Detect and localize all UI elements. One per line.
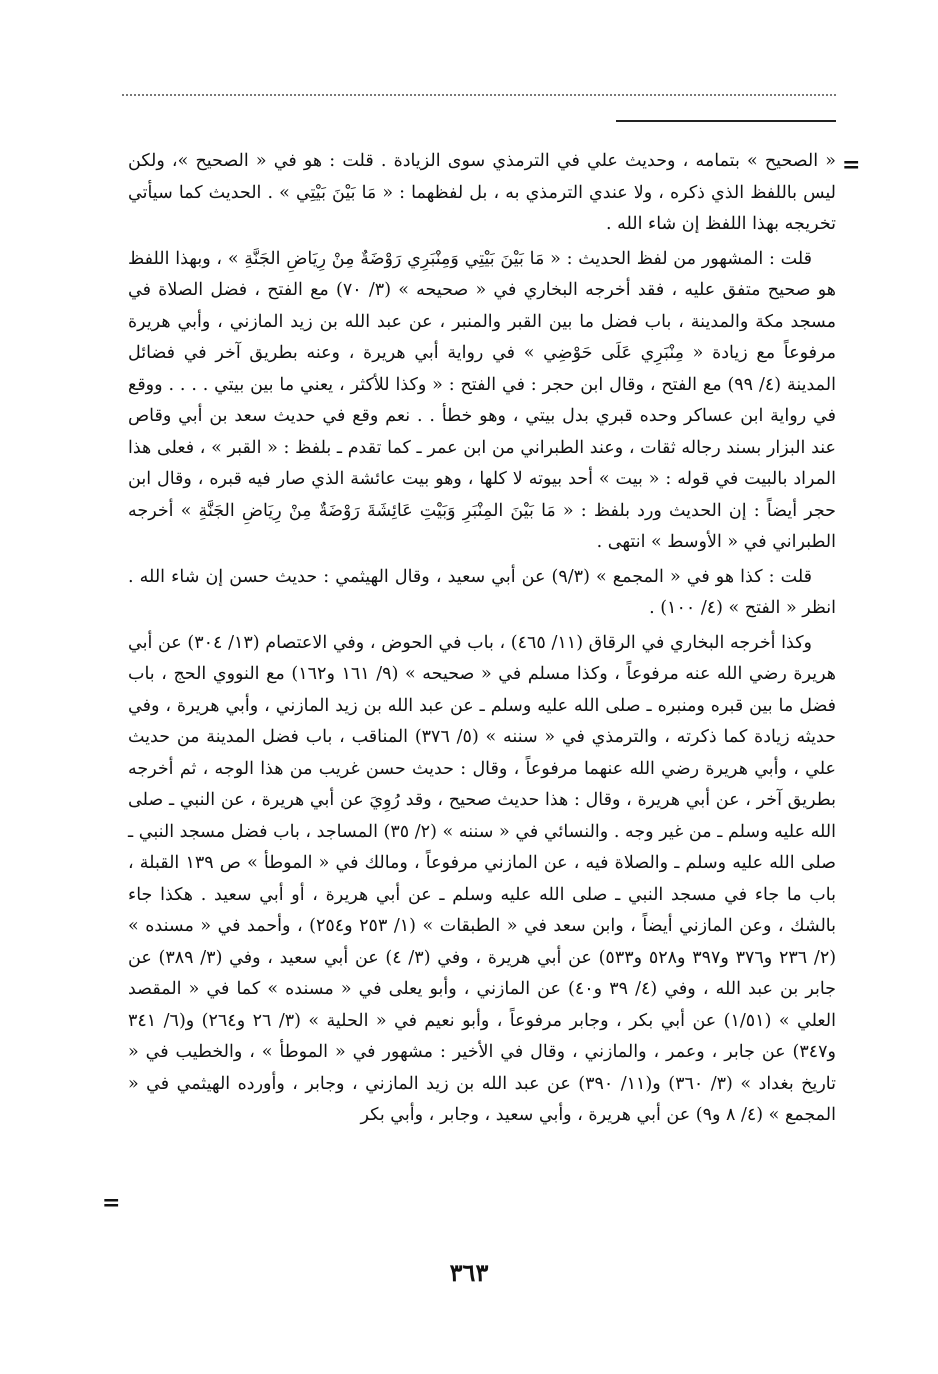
header-dotted-rule xyxy=(122,94,836,96)
continuation-mark-end: = xyxy=(102,1190,121,1216)
paragraph-2: قلت : المشهور من لفظ الحديث : « مَا بَيْنَ بَيْتِي وَمِنْبَرِي رَوْضَةٌ مِنْ رِيَاضِ الجَنَّةِ » ، وبهذا اللفظ هو صحيح متفق عليه ، فقد أخرجه البخاري في « صحيحه » (٣/ ٧٠) مع الفتح ، فضل الصلاة في مسجد مكة والمدينة ، باب فضل ما بين القبر والمنبر ، عن عبد الله بن زيد المازني ، وأبي هريرة مرفوعاً مع زيادة « مِنْبَرِي عَلَى حَوْضِي » في رواية أبي هريرة ، وعنه بطريق آخر في فضائل المدينة (٤/ ٩٩) مع الفتح ، وقال ابن حجر : في الفتح : « وكذا للأكثر ، يعني ما بين بيتي . . . . ووقع في رواية ابن عساكر وحده قبري بدل بيتي ، وهو خطأ . . نعم وقع في حديث سعد بن أبي وقاص عند البزار بسند رجاله ثقات ، وعند الطبراني من ابن عمر ـ كما تقدم ـ بلفظ : « القبر » ، فعلى هذا المراد بالبيت في قوله : « بيت » أحد بيوته لا كلها ، وهو بيت عائشة الذي صار فيه قبره ، وقال ابن حجر أيضاً : إن الحديث ورد بلفظ : « مَا بَيْنَ المِنْبَرِ وَبَيْتِ عَائِشَةَ رَوْضَةٌ مِنْ رِيَاضِ الجَنَّةِ » أخرجه الطبراني في « الأوسط » انتهى . xyxy=(128,248,836,552)
paragraph-1: « الصحيح » بتمامه ، وحديث علي في الترمذي سوى الزيادة . قلت : هو في « الصحيح »، ولكن ليس باللفظ الذي ذكره ، ولا عندي الترمذي به ، بل لفظهما : « مَا بَيْنَ بَيْتِي » . الحديث كما سيأتي تخريجه بهذا اللفظ إن شاء الله . xyxy=(128,151,836,234)
footnote-text-block xyxy=(128,146,836,1135)
paragraph-3: قلت : كذا هو في « المجمع » (٩/٣) عن أبي سعيد ، وقال الهيثمي : حديث حسن إن شاء الله . انظر « الفتح » (٤/ ١٠٠) . xyxy=(128,566,836,618)
footnote-separator-rule xyxy=(616,120,836,122)
page-number: ٣٦٣ xyxy=(449,1258,489,1287)
continuation-mark-top: = xyxy=(842,152,861,178)
paragraph-4: وكذا أخرجه البخاري في الرقاق (١١/ ٤٦٥) ، باب في الحوض ، وفي الاعتصام (١٣/ ٣٠٤) عن أبي هريرة رضي الله عنه مرفوعاً ، وكذا مسلم في « صحيحه » (٩/ ١٦١ و١٦٢) مع النووي الحج ، باب فضل ما بين قبره ومنبره ـ صلى الله عليه وسلم ـ عن عبد الله بن زيد المازني ، وأبي هريرة ، وفي حديثه زيادة كما ذكرته ، والترمذي في « سننه » (٥/ ٣٧٦) المناقب ، باب فضل المدينة من حديث علي ، وأبي هريرة رضي الله عنهما مرفوعاً ، وقال : حديث حسن غريب من هذا الوجه ، ثم أخرجه بطريق آخر ، عن أبي هريرة ، وقال : هذا حديث صحيح ، وقد رُوِيَ عن أبي هريرة ، عن النبي ـ صلى الله عليه وسلم ـ من غير وجه . والنسائي في « سننه » (٢/ ٣٥) المساجد ، باب فضل مسجد النبي ـ صلى الله عليه وسلم ـ والصلاة فيه ، عن المازني مرفوعاً ، ومالك في « الموطأ » ص ١٣٩ القبلة ، باب ما جاء في مسجد النبي ـ صلى الله عليه وسلم ـ عن أبي هريرة ، أو أبي سعيد . هكذا جاء بالشك ، وعن المازني أيضاً ، وابن سعد في « الطبقات » (١/ ٢٥٣ و٢٥٤) ، وأحمد في « مسنده » (٢/ ٢٣٦ و٣٧٦ و٣٩٧ و٥٢٨ و٥٣٣) عن أبي هريرة ، وفي (٣/ ٤) عن أبي سعيد ، وفي (٣/ ٣٨٩) عن جابر بن عبد الله ، وفي (٤/ ٣٩ و٤٠) عن المازني ، وأبو يعلى في « مسنده » كما في « المقصد العلي » (١/٥١) عن أبي بكر ، وجابر مرفوعاً ، وأبو نعيم في « الحلية » (٣/ ٢٦ و٢٦٤) و(٦/ ٣٤١ و٣٤٧) عن جابر ، وعمر ، والمازني ، وقال في الأخير : مشهور في « الموطأ » ، والخطيب في « تاريخ بغداد » (٣/ ٣٦٠) و(١١/ ٣٩٠) عن عبد الله بن زيد المازني ، وجابر ، وأورده الهيثمي في « المجمع » (٤/ ٨ و٩) عن أبي هريرة ، وأبي سعيد ، وجابر ، وأبي بكر xyxy=(128,632,837,1125)
